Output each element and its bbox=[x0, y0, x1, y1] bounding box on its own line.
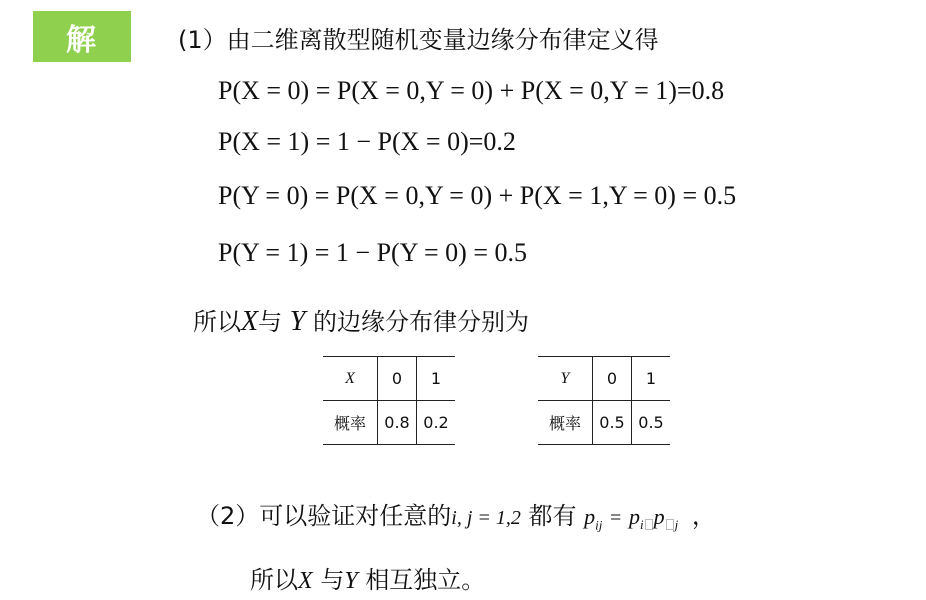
indep-var-x: X bbox=[298, 568, 313, 594]
table-row bbox=[323, 357, 455, 401]
conclusion-and: 与 bbox=[258, 308, 283, 336]
p-ij-sub: ij bbox=[595, 517, 603, 533]
part2-statement bbox=[196, 496, 716, 533]
table-y-prob-label: 概率 bbox=[538, 401, 593, 445]
p-ij: p bbox=[584, 504, 596, 529]
equation-px1: P(X = 1) = 1 − P(X = 0)=0.2 bbox=[218, 127, 516, 156]
part2-middle: 都有 bbox=[528, 502, 577, 530]
dot-placeholder-box bbox=[645, 519, 653, 530]
table-y-distribution bbox=[538, 356, 670, 445]
table-row bbox=[538, 357, 670, 401]
indep-and: 与 bbox=[320, 566, 345, 594]
p-j-sub: j bbox=[674, 517, 679, 533]
part1-heading: (1）由二维离散型随机变量边缘分布律定义得 bbox=[178, 26, 659, 54]
table-y-prob0: 0.5 bbox=[593, 401, 632, 445]
dot-placeholder-box bbox=[666, 519, 674, 530]
table-row bbox=[323, 401, 455, 445]
solution-badge bbox=[33, 11, 131, 62]
p-i-sub: i bbox=[639, 517, 644, 533]
table-y-val1: 1 bbox=[632, 357, 671, 401]
var-y: Y bbox=[289, 306, 306, 337]
part2-prefix: （2）可以验证对任意的 bbox=[196, 502, 452, 530]
p-j: p bbox=[653, 504, 665, 529]
var-x: X bbox=[241, 306, 259, 337]
table-x-distribution bbox=[323, 356, 455, 445]
table-x-var: X bbox=[345, 369, 355, 387]
table-y-prob1: 0.5 bbox=[632, 401, 671, 445]
conclusion-prefix: 所以 bbox=[193, 308, 241, 336]
table-y-val0: 0 bbox=[593, 357, 632, 401]
table-x-prob-label: 概率 bbox=[323, 401, 378, 445]
p-i: p bbox=[628, 504, 640, 529]
equation-py1: P(Y = 1) = 1 − P(Y = 0) = 0.5 bbox=[218, 238, 527, 267]
indep-suffix: 相互独立。 bbox=[365, 566, 486, 594]
conclusion-suffix: 的边缘分布律分别为 bbox=[312, 308, 529, 336]
table-x-prob0: 0.8 bbox=[378, 401, 417, 445]
indep-prefix: 所以 bbox=[250, 566, 298, 594]
equation-px0: P(X = 0) = P(X = 0,Y = 0) + P(X = 0,Y = 1)=0.8 bbox=[218, 76, 725, 105]
table-x-val0: 0 bbox=[378, 357, 417, 401]
table-y-var: Y bbox=[560, 369, 570, 387]
independence-conclusion bbox=[250, 560, 485, 595]
table-x-val1: 1 bbox=[417, 357, 456, 401]
part2-condition: i, j = 1,2 bbox=[451, 507, 521, 529]
indep-var-y: Y bbox=[344, 568, 358, 594]
marginal-conclusion bbox=[193, 302, 529, 338]
table-x-prob1: 0.2 bbox=[417, 401, 456, 445]
part2-comma: ， bbox=[691, 502, 716, 530]
table-row bbox=[538, 401, 670, 445]
badge-label: 解 bbox=[66, 22, 98, 58]
equation-py0: P(Y = 0) = P(X = 0,Y = 0) + P(X = 1,Y = 0) = 0.5 bbox=[218, 181, 737, 210]
equals-sign: = bbox=[610, 507, 622, 529]
